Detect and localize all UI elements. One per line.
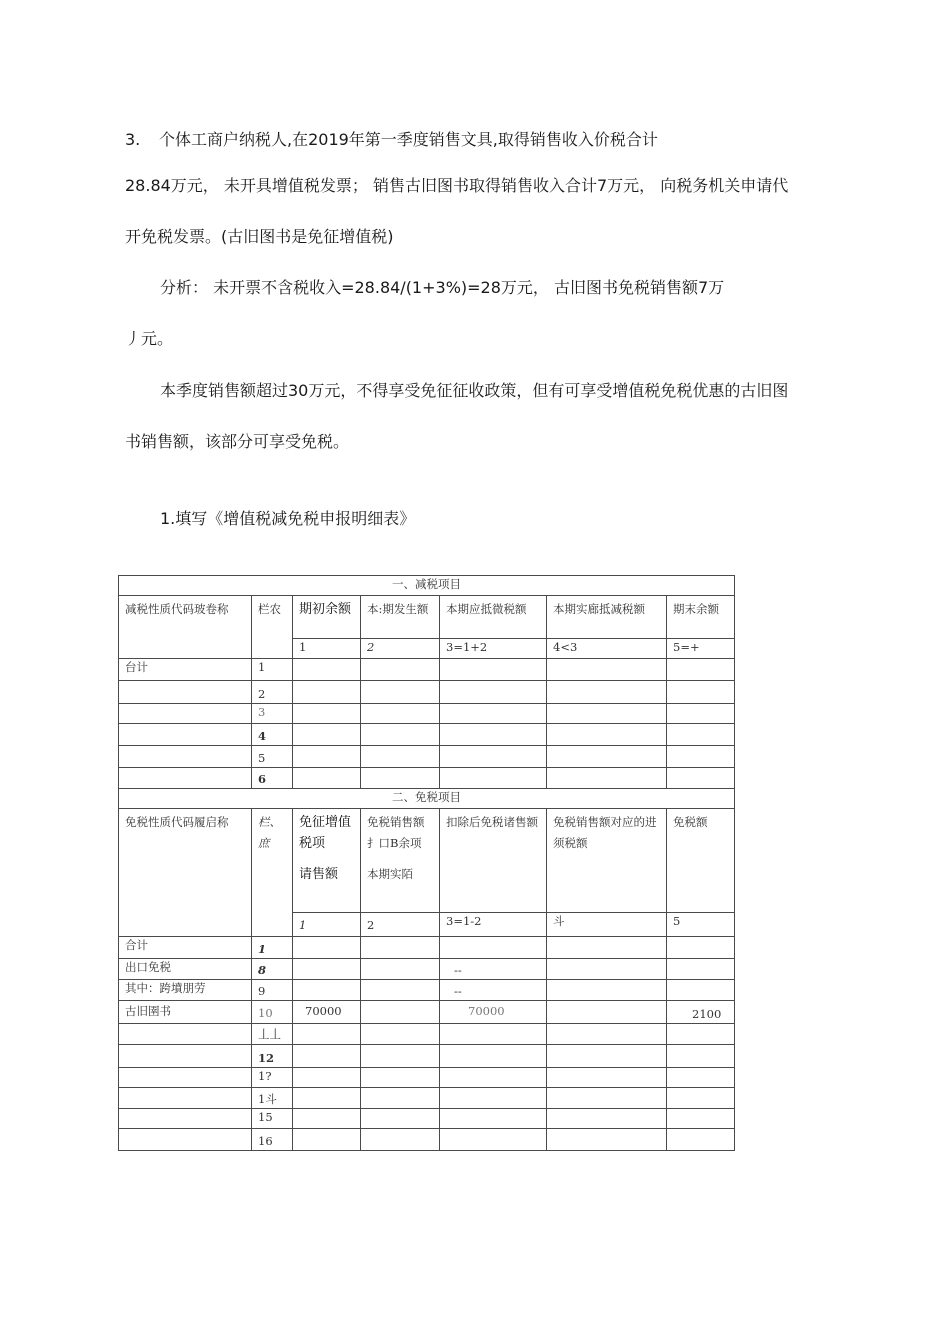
col-header-current-amount: 本:期发生额 [361,596,440,639]
table-row [119,1045,735,1068]
row-name: 合计 [119,937,252,959]
exempt-tax-value: 2100 [667,1001,735,1024]
col-header-exempt-tax: 免税额 [667,809,735,913]
row-name: 出口免税 [119,959,252,980]
table-row [119,746,735,768]
row-number: 9 [252,980,293,1001]
formula-cell: 1 [293,913,361,937]
table-row [119,1129,735,1151]
table-row [119,980,735,1001]
row-value: -- [440,959,547,980]
table-row [119,937,735,959]
exempt-sales-value: 70000 [293,1001,361,1024]
formula-cell: 5 [667,913,735,937]
col-header-line-no: 栏、庶 [252,809,293,937]
row-number: 12 [252,1045,293,1068]
exempt-sales-label-top: 免征增值税项 [299,815,352,851]
row-number: 3 [252,704,293,724]
item-number: 3. [125,130,141,149]
formula-cell: 3=1+2 [440,639,547,659]
deduction-items-label-top: 免税销售额扌口B余项 [367,815,425,850]
table-row [119,1001,735,1024]
paragraph-2: 28.84万元， 未开具增值税发票； 销售古旧图书取得销售收入合计7万元， 向税务机关申请代 [125,176,789,195]
formula-cell: 4<3 [547,639,667,659]
col-header-exemption-code: 免税性质代码履启称 [119,809,252,937]
table-row [119,659,735,681]
col-header-net-exempt-sales: 扣除后免税诸售额 [440,809,547,913]
paragraph-7: 书销售额，该部分可享受免税。 [125,432,350,451]
row-value: -- [440,980,547,1001]
section-heading: 1.填写《增值税减免税申报明细表》 [160,509,416,528]
table-row [119,704,735,724]
col-header-deduction-items [361,809,440,913]
table-row [119,959,735,980]
paragraph-5: 丿元。 [125,329,174,348]
table-row [119,1024,735,1045]
row-number: 15 [252,1109,293,1129]
table-row [119,1068,735,1088]
row-number: 1? [252,1068,293,1088]
col-header-closing-balance: 期末余额 [667,596,735,639]
row-number: 1 [252,659,293,681]
vat-reduction-exemption-table [118,575,735,1151]
col-header-exempt-sales [293,809,361,913]
table-row [119,681,735,704]
deduction-items-label-bottom: 本期实陌 [367,867,413,881]
col-header-line-no: 栏农 [252,596,293,659]
paragraph-1-text: 个体工商户纳税人,在2019年第一季度销售文具,取得销售收入价税合计 [159,130,658,149]
col-header-deductible-tax: 本期应抵微税额 [440,596,547,639]
row-number: 丄丄 [252,1024,293,1045]
col-header-input-tax: 免税销售额对应的进须税额 [547,809,667,913]
paragraph-3: 开免税发票。(古旧图书是免征增值税) [125,227,394,246]
formula-cell: 斗 [547,913,667,937]
net-exempt-sales-value: 70000 [440,1001,547,1024]
paragraph-1 [125,130,658,150]
formula-cell: 5=+ [667,639,735,659]
row-number: 10 [252,1001,293,1024]
row-number: 1 [252,937,293,959]
row-name: 台计 [119,659,252,681]
section-title-tax-exemption: 二、免税项目 [119,789,735,809]
paragraph-6: 本季度销售额超过30万元，不得享受免征征收政策，但有可享受增值税免税优惠的古旧图 [160,381,789,400]
formula-cell: 1 [293,639,361,659]
formula-cell: 2 [361,639,440,659]
row-number: 16 [252,1129,293,1151]
col-header-actual-deduction: 本期实廊抵减税额 [547,596,667,639]
col-header-reduction-code: 减税性质代码玻卷称 [119,596,252,659]
row-number: 1斗 [252,1088,293,1109]
row-number: 8 [252,959,293,980]
table-row [119,1109,735,1129]
exempt-sales-label-bottom: 请售额 [299,867,339,882]
formula-cell: 2 [361,913,440,937]
row-name: 其中：跨墳朋劳 [119,980,252,1001]
row-number: 6 [252,768,293,789]
row-number: 4 [252,724,293,746]
row-name: 古旧圉书 [119,1001,252,1024]
row-number: 2 [252,681,293,704]
col-header-opening-balance: 期初余额 [293,596,361,639]
formula-cell: 3=1-2 [440,913,547,937]
section-title-tax-reduction: 一、减税项目 [119,576,735,596]
table-row [119,768,735,789]
analysis-paragraph: 分析： 未开票不含税收入=28.84/(1+3%)=28万元， 古旧图书免税销售额7万 [160,278,725,297]
table-row [119,1088,735,1109]
row-number: 5 [252,746,293,768]
table-row [119,724,735,746]
